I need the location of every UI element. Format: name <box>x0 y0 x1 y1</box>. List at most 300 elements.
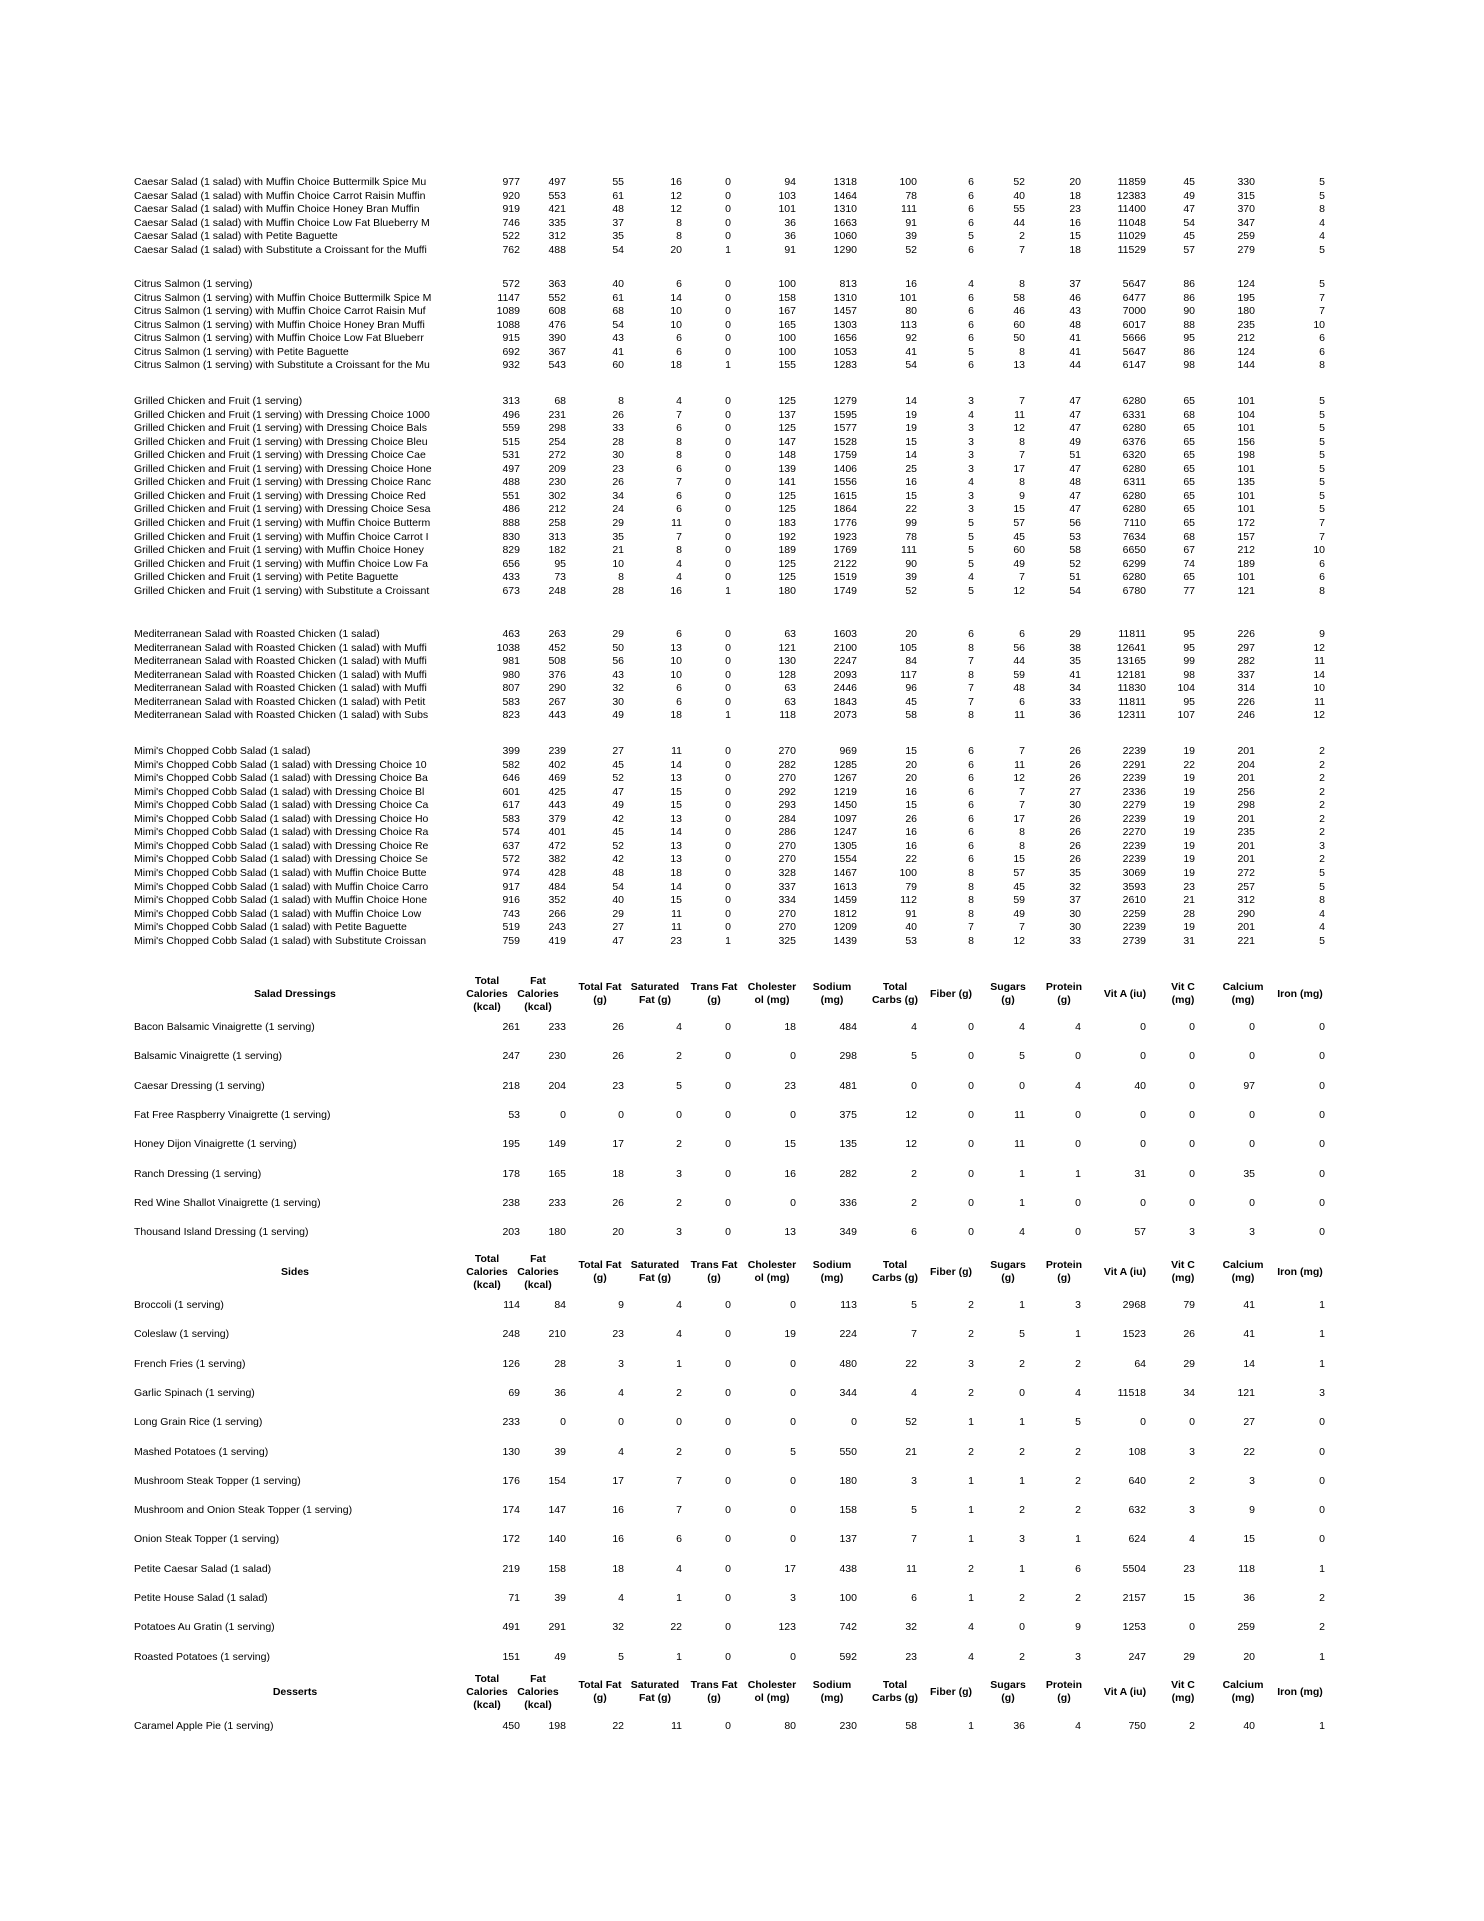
cell-value: 101 <box>778 203 796 216</box>
cell-value: 32 <box>612 1621 624 1634</box>
cell-value: 0 <box>1075 1108 1081 1121</box>
cell-value: 2157 <box>1122 1592 1146 1604</box>
table-row <box>0 489 1484 503</box>
cell-value: 4 <box>1019 1021 1025 1033</box>
table-row <box>0 1719 1484 1733</box>
cell-value: 4 <box>676 1021 682 1033</box>
cell-value: 656 <box>502 557 520 570</box>
cell-value: 0 <box>1140 1021 1146 1033</box>
cell-value: 7 <box>1019 745 1025 757</box>
cell-value: 16 <box>905 785 917 798</box>
cell-value: 141 <box>778 476 796 489</box>
item-name: Mimi's Chopped Cobb Salad (1 salad) with Dressing Choice Ho <box>134 812 429 825</box>
table-row <box>0 1108 1484 1122</box>
cell-value: 1 <box>1319 1299 1325 1311</box>
cell-value: 6280 <box>1122 462 1146 475</box>
cell-value: 111 <box>901 203 917 216</box>
item-name: Grilled Chicken and Fruit (1 serving) with Dressing Choice Cae <box>134 449 426 462</box>
cell-value: 4 <box>676 557 682 570</box>
cell-value: 46 <box>1013 305 1025 318</box>
item-name: Grilled Chicken and Fruit (1 serving) with Muffin Choice Carrot I <box>134 530 429 543</box>
cell-value: 117 <box>900 668 917 681</box>
cell-value: 144 <box>1237 359 1255 372</box>
cell-value: 750 <box>1128 1720 1146 1732</box>
cell-value: 60 <box>612 359 624 372</box>
cell-value: 0 <box>790 1196 796 1209</box>
cell-value: 1 <box>725 584 731 597</box>
cell-value: 1 <box>1319 1562 1325 1575</box>
cell-value: 0 <box>1189 1196 1195 1209</box>
cell-value: 7 <box>968 695 974 708</box>
item-name: Citrus Salmon (1 serving) with Petite Baguette <box>134 345 349 358</box>
item-name: Caramel Apple Pie (1 serving) <box>134 1720 274 1732</box>
table-row <box>0 785 1484 799</box>
cell-value: 26 <box>905 812 917 825</box>
cell-value: 248 <box>548 584 566 597</box>
cell-value: 8 <box>676 435 682 448</box>
cell-value: 292 <box>778 785 796 798</box>
cell-value: 125 <box>778 422 796 435</box>
cell-value: 325 <box>778 934 796 947</box>
cell-value: 9 <box>1075 1621 1081 1634</box>
cell-value: 41 <box>1069 332 1081 345</box>
cell-value: 2 <box>1019 1357 1025 1370</box>
table-row <box>0 708 1484 722</box>
table-row <box>0 462 1484 476</box>
cell-value: 0 <box>725 1021 731 1033</box>
cell-value: 0 <box>725 745 731 757</box>
cell-value: 247 <box>502 1050 520 1063</box>
cell-value: 370 <box>1237 203 1255 216</box>
cell-value: 488 <box>548 243 566 256</box>
cell-value: 107 <box>1177 709 1195 722</box>
cell-value: 0 <box>725 1621 731 1634</box>
table-row <box>0 530 1484 544</box>
cell-value: 8 <box>618 571 624 584</box>
cell-value: 7 <box>968 921 974 934</box>
section-header <box>0 1250 1484 1294</box>
cell-value: 8 <box>1019 839 1025 852</box>
cell-value: 30 <box>1069 921 1081 934</box>
cell-value: 1267 <box>833 772 857 785</box>
cell-value: 35 <box>1069 866 1081 879</box>
cell-value: 0 <box>725 1386 731 1399</box>
table-row <box>0 331 1484 345</box>
cell-value: 204 <box>548 1079 566 1092</box>
cell-value: 0 <box>725 1079 731 1092</box>
section-header <box>0 972 1484 1016</box>
column-header: Trans Fat (g) <box>690 1259 738 1284</box>
cell-value: 12383 <box>1116 189 1146 202</box>
cell-value: 247 <box>1128 1650 1146 1663</box>
cell-value: 0 <box>725 216 731 229</box>
cell-value: 5 <box>968 584 974 597</box>
cell-value: 3 <box>676 1167 682 1180</box>
cell-value: 1 <box>725 934 731 947</box>
cell-value: 6 <box>968 628 974 640</box>
cell-value: 5 <box>1319 395 1325 407</box>
cell-value: 13 <box>784 1226 796 1239</box>
cell-value: 1 <box>1319 1357 1325 1370</box>
cell-value: 95 <box>1183 628 1195 640</box>
cell-value: 0 <box>790 1050 796 1063</box>
cell-value: 22 <box>1183 758 1195 771</box>
cell-value: 2610 <box>1122 894 1146 907</box>
item-name: Mediterranean Salad with Roasted Chicken (1 salad) with Muffi <box>134 668 427 681</box>
table-row <box>0 189 1484 203</box>
cell-value: 0 <box>725 799 731 812</box>
cell-value: 3 <box>911 1474 917 1487</box>
cell-value: 5 <box>1319 489 1325 502</box>
item-name: Honey Dijon Vinaigrette (1 serving) <box>134 1138 297 1151</box>
cell-value: 30 <box>612 449 624 462</box>
cell-value: 401 <box>548 826 566 839</box>
cell-value: 1615 <box>833 489 857 502</box>
cell-value: 6280 <box>1122 503 1146 516</box>
cell-value: 1759 <box>833 449 857 462</box>
item-name: Mimi's Chopped Cobb Salad (1 salad) with Muffin Choice Carro <box>134 880 429 893</box>
cell-value: 105 <box>899 641 917 654</box>
cell-value: 20 <box>905 758 917 771</box>
cell-value: 0 <box>560 1416 566 1429</box>
table-row <box>0 502 1484 516</box>
cell-value: 246 <box>1237 709 1255 722</box>
column-header: Protein (g) <box>1045 981 1083 1006</box>
cell-value: 4 <box>911 1021 917 1033</box>
cell-value: 6 <box>676 345 682 358</box>
cell-value: 7 <box>1019 799 1025 812</box>
cell-value: 98 <box>1183 359 1195 372</box>
cell-value: 0 <box>1189 1108 1195 1121</box>
cell-value: 16 <box>905 278 917 290</box>
table-row <box>0 175 1484 189</box>
cell-value: 7 <box>676 530 682 543</box>
table-row <box>0 435 1484 449</box>
cell-value: 99 <box>1183 655 1195 668</box>
cell-value: 230 <box>839 1720 857 1732</box>
cell-value: 201 <box>1237 772 1255 785</box>
cell-value: 233 <box>548 1196 566 1209</box>
cell-value: 3 <box>1075 1299 1081 1311</box>
table-row <box>0 408 1484 422</box>
cell-value: 101 <box>899 291 917 304</box>
cell-value: 27 <box>1243 1416 1255 1429</box>
cell-value: 497 <box>548 176 566 188</box>
table-row <box>0 216 1484 230</box>
cell-value: 286 <box>778 826 796 839</box>
cell-value: 399 <box>502 745 520 757</box>
cell-value: 1 <box>725 243 731 256</box>
cell-value: 16 <box>612 1533 624 1546</box>
cell-value: 90 <box>1183 305 1195 318</box>
column-header: Sodium (mg) <box>812 1679 852 1704</box>
cell-value: 0 <box>725 1592 731 1604</box>
cell-value: 20 <box>1243 1650 1255 1663</box>
cell-value: 1097 <box>833 812 857 825</box>
cell-value: 180 <box>548 1226 566 1239</box>
cell-value: 2 <box>1319 812 1325 825</box>
cell-value: 21 <box>612 544 624 557</box>
cell-value: 7 <box>676 1504 682 1517</box>
cell-value: 13 <box>670 812 682 825</box>
table-row <box>0 839 1484 853</box>
cell-value: 104 <box>1177 682 1195 695</box>
cell-value: 7 <box>1019 395 1025 407</box>
cell-value: 969 <box>839 745 857 757</box>
cell-value: 916 <box>502 894 520 907</box>
cell-value: 375 <box>839 1108 857 1121</box>
cell-value: 238 <box>502 1196 520 1209</box>
cell-value: 4 <box>676 571 682 584</box>
cell-value: 11811 <box>1118 628 1146 640</box>
cell-value: 95 <box>1183 695 1195 708</box>
cell-value: 41 <box>1243 1328 1255 1341</box>
cell-value: 0 <box>618 1108 624 1121</box>
cell-value: 50 <box>1013 332 1025 345</box>
cell-value: 888 <box>502 516 520 529</box>
cell-value: 282 <box>1237 655 1255 668</box>
cell-value: 617 <box>502 799 520 812</box>
cell-value: 6 <box>968 745 974 757</box>
cell-value: 34 <box>612 489 624 502</box>
cell-value: 19 <box>1183 772 1195 785</box>
cell-value: 17 <box>784 1562 796 1575</box>
cell-value: 48 <box>612 203 624 216</box>
item-name: Mushroom and Onion Steak Topper (1 serving) <box>134 1504 353 1517</box>
cell-value: 23 <box>1183 880 1195 893</box>
cell-value: 60 <box>1013 318 1025 331</box>
cell-value: 1 <box>968 1533 974 1546</box>
cell-value: 2 <box>1319 772 1325 785</box>
cell-value: 1528 <box>833 435 857 448</box>
cell-value: 2 <box>1189 1474 1195 1487</box>
cell-value: 8 <box>968 668 974 681</box>
cell-value: 261 <box>502 1021 520 1033</box>
cell-value: 312 <box>548 230 566 243</box>
cell-value: 270 <box>778 839 796 852</box>
cell-value: 0 <box>1075 1226 1081 1239</box>
item-name: Mimi's Chopped Cobb Salad (1 salad) with Dressing Choice 10 <box>134 758 427 771</box>
cell-value: 53 <box>905 934 917 947</box>
table-row <box>0 243 1484 257</box>
cell-value: 167 <box>778 305 796 318</box>
cell-value: 26 <box>612 1050 624 1063</box>
table-row <box>0 1445 1484 1459</box>
cell-value: 6 <box>676 422 682 435</box>
cell-value: 10 <box>1313 544 1325 557</box>
table-row <box>0 654 1484 668</box>
cell-value: 0 <box>725 189 731 202</box>
cell-value: 0 <box>1249 1138 1255 1151</box>
cell-value: 1577 <box>833 422 857 435</box>
cell-value: 4 <box>968 408 974 421</box>
cell-value: 43 <box>612 668 624 681</box>
cell-value: 11518 <box>1117 1386 1146 1399</box>
cell-value: 7 <box>968 655 974 668</box>
cell-value: 270 <box>778 772 796 785</box>
cell-value: 18 <box>1069 243 1081 256</box>
cell-value: 91 <box>905 216 917 229</box>
cell-value: 27 <box>612 745 624 757</box>
cell-value: 6 <box>676 628 682 640</box>
cell-value: 6 <box>968 359 974 372</box>
item-name: Mimi's Chopped Cobb Salad (1 salad) <box>134 745 311 757</box>
cell-value: 337 <box>1237 668 1255 681</box>
section-title: Salad Dressings <box>254 987 336 1000</box>
cell-value: 8 <box>1319 894 1325 907</box>
cell-value: 12 <box>905 1138 917 1151</box>
cell-value: 0 <box>1189 1416 1195 1429</box>
cell-value: 257 <box>1237 880 1255 893</box>
cell-value: 1147 <box>497 291 520 304</box>
cell-value: 0 <box>725 682 731 695</box>
cell-value: 488 <box>502 476 520 489</box>
cell-value: 47 <box>1069 422 1081 435</box>
cell-value: 3 <box>618 1357 624 1370</box>
cell-value: 11529 <box>1117 243 1146 256</box>
cell-value: 45 <box>612 826 624 839</box>
column-header: Calcium (mg) <box>1222 981 1264 1006</box>
cell-value: 23 <box>905 1650 917 1663</box>
cell-value: 8 <box>968 709 974 722</box>
table-row <box>0 627 1484 641</box>
cell-value: 180 <box>839 1474 857 1487</box>
cell-value: 125 <box>778 489 796 502</box>
cell-value: 8 <box>968 894 974 907</box>
cell-value: 2 <box>968 1445 974 1458</box>
cell-value: 6 <box>968 291 974 304</box>
item-name: Petite House Salad (1 salad) <box>134 1592 268 1604</box>
cell-value: 195 <box>502 1138 520 1151</box>
cell-value: 32 <box>612 682 624 695</box>
cell-value: 95 <box>1183 332 1195 345</box>
cell-value: 15 <box>905 799 917 812</box>
cell-value: 53 <box>1069 530 1081 543</box>
table-row <box>0 291 1484 305</box>
cell-value: 0 <box>725 516 731 529</box>
cell-value: 2270 <box>1122 826 1146 839</box>
cell-value: 313 <box>548 530 566 543</box>
cell-value: 2239 <box>1122 772 1146 785</box>
cell-value: 29 <box>612 907 624 920</box>
cell-value: 0 <box>725 894 731 907</box>
cell-value: 0 <box>725 278 731 290</box>
cell-value: 4 <box>968 476 974 489</box>
cell-value: 6 <box>968 216 974 229</box>
cell-value: 279 <box>1237 243 1255 256</box>
cell-value: 29 <box>1183 1357 1195 1370</box>
cell-value: 2446 <box>833 682 857 695</box>
cell-value: 0 <box>725 544 731 557</box>
cell-value: 582 <box>502 758 520 771</box>
cell-value: 219 <box>502 1562 520 1575</box>
cell-value: 6 <box>1019 628 1025 640</box>
cell-value: 7110 <box>1123 516 1146 529</box>
cell-value: 2122 <box>833 557 857 570</box>
cell-value: 165 <box>778 318 796 331</box>
cell-value: 0 <box>1140 1050 1146 1063</box>
cell-value: 14 <box>670 291 682 304</box>
column-header: Fat Calories (kcal) <box>517 1672 559 1711</box>
cell-value: 37 <box>1069 894 1081 907</box>
item-name: Grilled Chicken and Fruit (1 serving) with Muffin Choice Low Fa <box>134 557 428 570</box>
cell-value: 135 <box>839 1138 857 1151</box>
cell-value: 5 <box>911 1050 917 1063</box>
table-row <box>0 1225 1484 1239</box>
cell-value: 13 <box>670 641 682 654</box>
cell-value: 0 <box>725 449 731 462</box>
cell-value: 452 <box>548 641 566 654</box>
cell-value: 0 <box>790 1108 796 1121</box>
cell-value: 608 <box>548 305 566 318</box>
cell-value: 2093 <box>833 668 857 681</box>
cell-value: 0 <box>725 812 731 825</box>
cell-value: 101 <box>1237 395 1255 407</box>
column-header: Trans Fat (g) <box>690 1679 738 1704</box>
cell-value: 552 <box>548 291 566 304</box>
cell-value: 57 <box>1013 516 1025 529</box>
cell-value: 58 <box>1069 544 1081 557</box>
cell-value: 9 <box>1319 628 1325 640</box>
cell-value: 68 <box>554 395 566 407</box>
cell-value: 45 <box>1013 530 1025 543</box>
cell-value: 742 <box>839 1621 857 1634</box>
cell-value: 3 <box>1249 1474 1255 1487</box>
table-row <box>0 695 1484 709</box>
cell-value: 165 <box>548 1167 566 1180</box>
cell-value: 3 <box>968 395 974 407</box>
cell-value: 23 <box>1183 1562 1195 1575</box>
cell-value: 49 <box>1069 435 1081 448</box>
table-row <box>0 570 1484 584</box>
item-name: Mimi's Chopped Cobb Salad (1 salad) with Petite Baguette <box>134 921 407 934</box>
cell-value: 61 <box>612 189 624 202</box>
cell-value: 0 <box>1319 1445 1325 1458</box>
cell-value: 4 <box>911 1386 917 1399</box>
cell-value: 149 <box>548 1138 566 1151</box>
cell-value: 23 <box>612 462 624 475</box>
cell-value: 2 <box>1319 758 1325 771</box>
cell-value: 15 <box>905 435 917 448</box>
cell-value: 347 <box>1237 216 1255 229</box>
column-header: Saturated Fat (g) <box>630 981 680 1006</box>
cell-value: 297 <box>1237 641 1255 654</box>
table-row <box>0 421 1484 435</box>
cell-value: 3 <box>790 1592 796 1604</box>
table-row <box>0 907 1484 921</box>
item-name: Mushroom Steak Topper (1 serving) <box>134 1474 301 1487</box>
cell-value: 68 <box>1183 530 1195 543</box>
cell-value: 0 <box>725 1416 731 1429</box>
cell-value: 209 <box>548 462 566 475</box>
cell-value: 51 <box>1069 449 1081 462</box>
cell-value: 12 <box>1013 934 1025 947</box>
cell-value: 69 <box>508 1386 520 1399</box>
cell-value: 0 <box>725 758 731 771</box>
cell-value: 38 <box>1069 641 1081 654</box>
cell-value: 469 <box>548 772 566 785</box>
cell-value: 198 <box>1237 449 1255 462</box>
cell-value: 5 <box>790 1445 796 1458</box>
cell-value: 0 <box>725 655 731 668</box>
cell-value: 48 <box>1069 318 1081 331</box>
cell-value: 1749 <box>833 584 857 597</box>
cell-value: 2239 <box>1122 745 1146 757</box>
cell-value: 8 <box>1019 345 1025 358</box>
cell-value: 438 <box>839 1562 857 1575</box>
cell-value: 37 <box>1069 278 1081 290</box>
cell-value: 0 <box>725 476 731 489</box>
